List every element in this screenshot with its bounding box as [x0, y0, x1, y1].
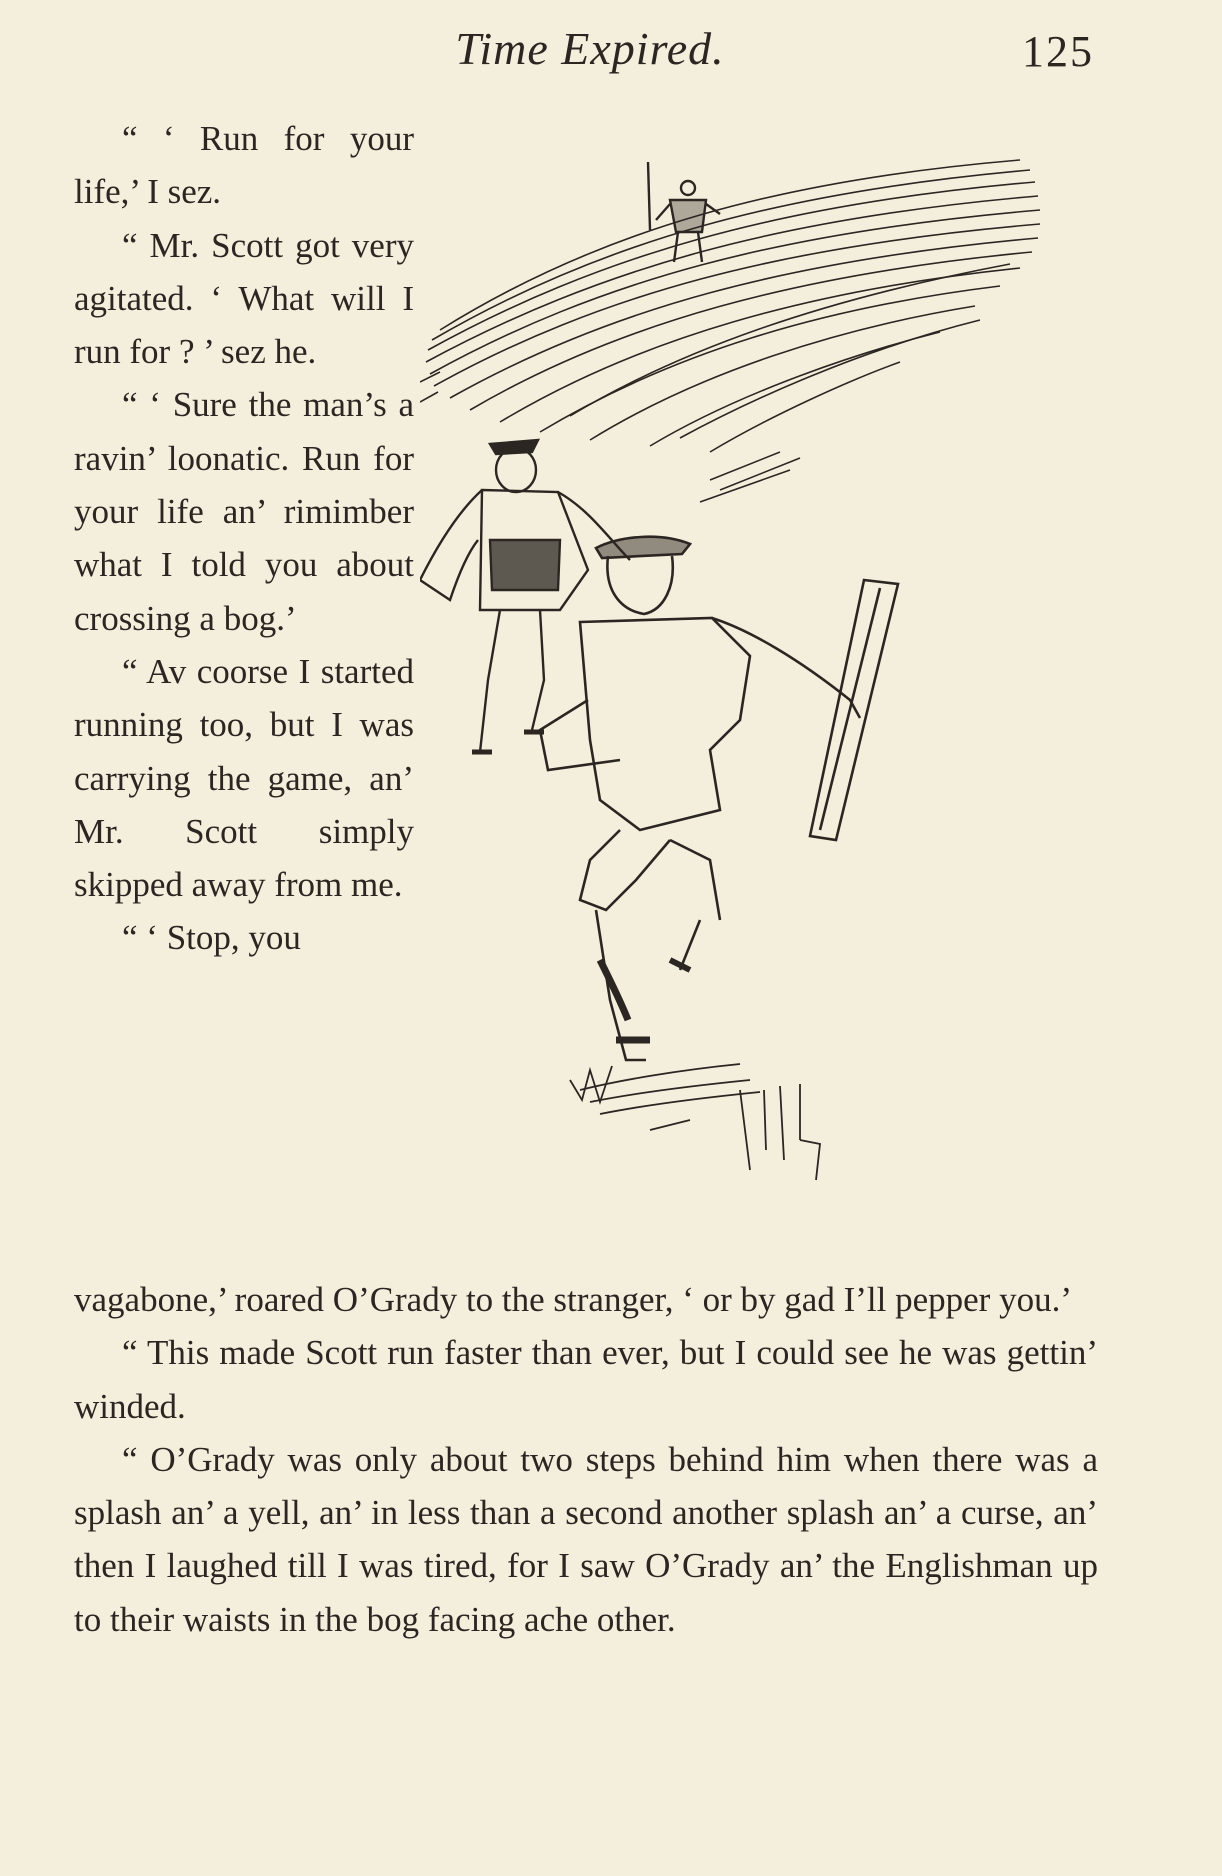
paragraph: “ O’Grady was only about two steps behind him when there was a splash an’ a yell, an’ in less than a second another splash an’ a curse, an’ then I laughed till I was tired, for I saw O’Grady an’ the Englishman up to their waists in the bog facing ache other. [74, 1439, 1098, 1639]
bog-grass [570, 1064, 820, 1180]
rear-running-man [420, 440, 630, 752]
illustration [420, 140, 1090, 1260]
running-head [0, 22, 1222, 92]
running-title: Time Expired. [455, 23, 725, 74]
full-width-text [74, 1273, 1098, 1646]
front-running-man [540, 537, 898, 1060]
paragraph: “ Mr. Scott got very agitated. ‘ What will I run for ? ’ sez he. [74, 225, 414, 372]
paragraph: “ ‘ Sure the man’s a ravin’ loonatic. Run for your life an’ rimimber what I told you about crossing a bog.’ [74, 385, 414, 638]
illustration-drawing [420, 140, 1090, 1260]
paragraph: vagabone,’ roared O’Grady to the stranger, ‘ or by gad I’ll pepper you.’ [74, 1280, 1072, 1319]
paragraph: “ This made Scott run faster than ever, but I could see he was gettin’ winded. [74, 1333, 1098, 1426]
paragraph: “ ‘ Stop, you [122, 918, 301, 958]
page-number: 125 [1022, 27, 1094, 76]
paragraph: “ Av coorse I started running too, but I was carrying the game, an’ Mr. Scott simply skipped away from me. [74, 651, 414, 905]
paragraph: “ ‘ Run for your life,’ I sez. [74, 119, 414, 212]
narrow-text-column [74, 112, 414, 965]
